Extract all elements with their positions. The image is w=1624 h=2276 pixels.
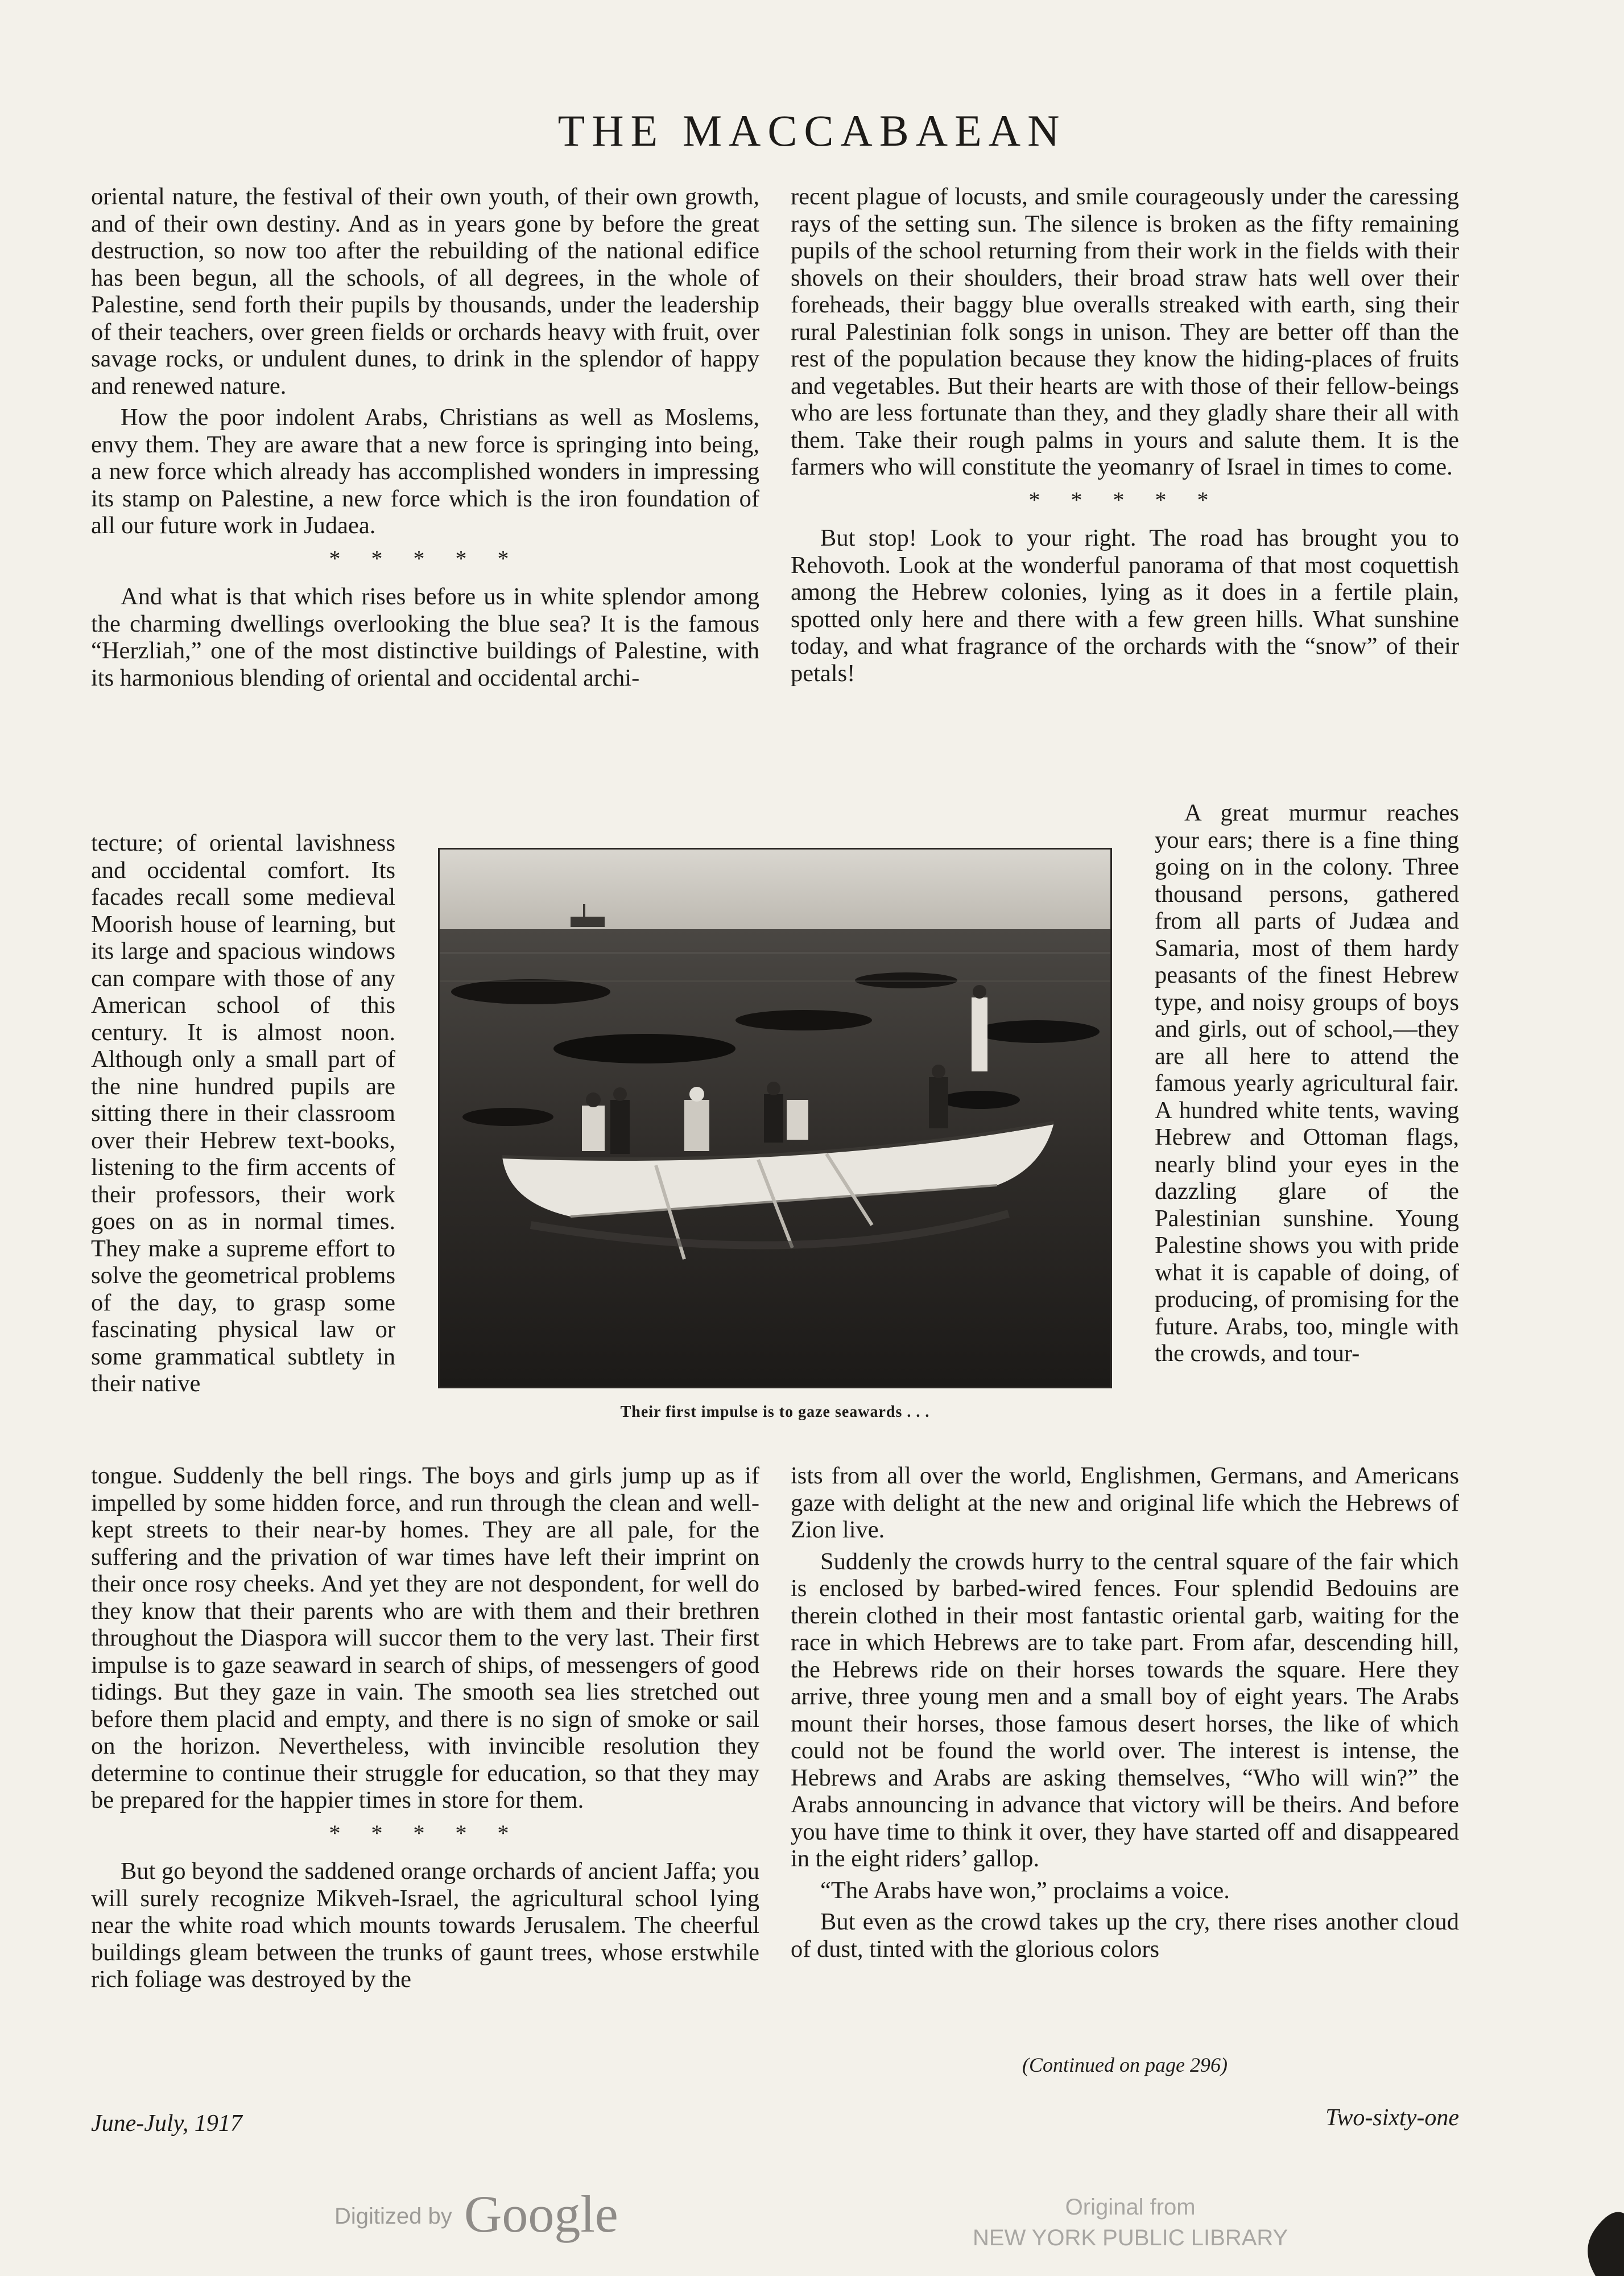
section-divider: * * * * *	[329, 545, 522, 571]
photo-figure	[438, 848, 1112, 1421]
paragraph: But go beyond the saddened orange orchards of ancient Jaffa; you will surely recognize Mikveh-Israel, the agricultural school lying near the white road which mounts towards Jerusalem. The cheerful buildings gleam between the trunks of gaunt trees, whose erstwhile rich foliage was destroyed by the	[91, 1858, 759, 1993]
paragraph: ists from all over the world, Englishmen, Germans, and Americans gaze with delight at the new and original life which the Hebrews of Zion live.	[791, 1462, 1459, 1543]
paragraph: How the poor indolent Arabs, Christians as well as Moslems, envy them. They are aware that a new force is springing into being, a new force which already has accomplished wonders in impressing its stamp on Palestine, a new force which is the iron foundation of all our future work in Judaea.	[91, 404, 759, 539]
masthead: THE MACCABAEAN	[557, 106, 1067, 155]
google-logo: Google	[464, 2185, 618, 2243]
page-edge-mark	[1544, 2196, 1624, 2276]
digitized-label: Digitized by	[334, 2204, 452, 2229]
paragraph: tecture; of oriental lavishness and occidental comfort. Its facades recall some medieval Moorish house of learning, but its large and spacious windows can compare with those of any American school of this century. It is almost noon. Although only a small part of the nine hundred pupils are sitting there in their classroom over their Hebrew text-books, listening to the firm accents of their professors, their work goes on as in normal times. They make a supreme effort to solve the geometrical problems of the day, to grasp some fascinating physical law or some grammatical subtlety in their native	[91, 830, 395, 1397]
photo-caption: Their first impulse is to gaze seawards . . .	[620, 1403, 930, 1421]
left-column-wrap	[91, 830, 395, 1397]
right-column-wrap	[1155, 799, 1459, 1367]
left-column-top	[91, 183, 759, 691]
original-from-label: Original from	[1065, 2195, 1196, 2220]
original-source	[973, 2192, 1288, 2253]
paragraph: But even as the crowd takes up the cry, there rises another cloud of dust, tinted with the glorious colors	[791, 1908, 1459, 1962]
footer-date: June-July, 1917	[91, 2110, 242, 2137]
paragraph: Suddenly the crowds hurry to the central square of the fair which is enclosed by barbed-wired fences. Four splendid Bedouins are therein clothed in their most fantastic oriental garb, waiting for the race in which Hebrews are to take part. From afar, descending hill, the Hebrews ride on their horses towards the square. Here they arrive, three young men and a small boy of eight years. The Arabs mount their horses, those famous desert horses, the like of which could not be found the world over. The interest is intense, the Hebrews and Arabs are asking themselves, “Who will win?” the Arabs announcing in advance that victory will be theirs. And before you have time to think it over, they have started off and disappeared in the eight riders’ gallop.	[791, 1548, 1459, 1872]
left-column-bottom	[91, 1462, 759, 1993]
section-divider: * * * * *	[1028, 486, 1221, 513]
paragraph: But stop! Look to your right. The road has brought you to Rehovoth. Look at the wonderful panorama of that most coquettish among the Hebrew colonies, lying as it does in a fertile plain, spotted only here and there with a few green hills. What sunshine today, and what fragrance of the orchards with the “snow” of their petals!	[791, 525, 1459, 687]
right-column-bottom	[791, 1462, 1459, 1962]
library-name: NEW YORK PUBLIC LIBRARY	[973, 2225, 1288, 2250]
paragraph: And what is that which rises before us in white splendor among the charming dwellings overlooking the blue sea? It is the famous “Herzliah,” one of the most distinctive buildings of Palestine, with its harmonious blending of oriental and occidental archi-	[91, 583, 759, 691]
digitized-by	[334, 2184, 618, 2244]
right-column-top	[791, 183, 1459, 687]
continued-note: (Continued on page 296)	[1022, 2054, 1228, 2076]
paragraph: A great murmur reaches your ears; there is a fine thing going on in the colony. Three thousand persons, gathered from all parts of Judæa and Samaria, most of them hardy peasants of the finest Hebrew type, and noisy groups of boys and girls, out of school,—they are all here to attend the famous yearly agricultural fair. A hundred white tents, waving Hebrew and Ottoman flags, nearly blind your eyes in the dazzling glare of the Palestinian sunshine. Young Palestine shows you with pride what it is capable of doing, of producing, of promising for the future. Arabs, too, mingle with the crowds, and tour-	[1155, 799, 1459, 1367]
section-divider: * * * * *	[329, 1820, 522, 1846]
paragraph: “The Arabs have won,” proclaims a voice.	[820, 1877, 1230, 1904]
footer-page-number: Two-sixty-one	[1325, 2105, 1459, 2131]
photo-rowboat	[438, 848, 1112, 1388]
paragraph: oriental nature, the festival of their own youth, of their own growth, and of their own destiny. And as in years gone by before the great destruction, so now too after the rebuilding of the national edifice has been begun, all the schools, of all degrees, in the whole of Palestine, send forth their pupils by thousands, under the leadership of their teachers, over green fields or orchards heavy with fruit, over savage rocks, or undulent dunes, to drink in the splendor of happy and renewed nature.	[91, 183, 759, 399]
paragraph: recent plague of locusts, and smile courageously under the caressing rays of the setting sun. The silence is broken as the fifty remaining pupils of the school returning from their work in the fields with their shovels on their shoulders, their broad straw hats well over their foreheads, their baggy blue overalls streaked with earth, sing their rural Palestinian folk songs in unison. They are better off than the rest of the population because they know the hiding-places of fruits and vegetables. But their hearts are with those of their fellow-beings who are less fortunate than they, and they gladly share their all with them. Take their rough palms in yours and salute them. It is the farmers who will constitute the yeomanry of Israel in times to come.	[791, 183, 1459, 480]
paragraph: tongue. Suddenly the bell rings. The boys and girls jump up as if impelled by some hidden force, and run through the clean and well-kept streets to their near-by homes. They are all pale, for the suffering and the privation of war times have left their imprint on their once rosy cheeks. And yet they are not despondent, for well do they know that their parents who are with them and their brethren throughout the Diaspora will succor them to the very last. Their first impulse is to gaze seaward in search of ships, of messengers of good tidings. But they gaze in vain. The smooth sea lies stretched out before them placid and empty, and there is no sign of smoke or sail on the horizon. Nevertheless, with invincible resolution they determine to continue their struggle for education, so that they may be prepared for the happier times in store for them.	[91, 1462, 759, 1813]
